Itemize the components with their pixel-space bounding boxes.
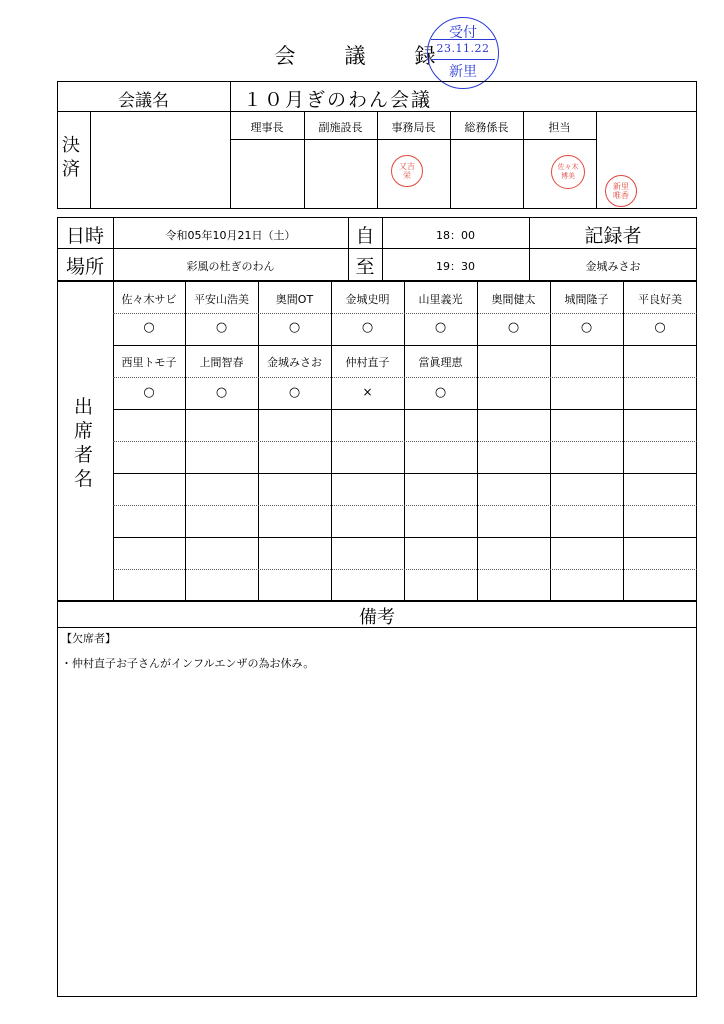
attendance-mark: ○ xyxy=(507,320,520,335)
to-time: 19：30 xyxy=(436,260,475,273)
remarks-label: 備考 xyxy=(359,607,395,628)
attendance-mark: ○ xyxy=(215,320,228,335)
dotted-divider xyxy=(113,441,697,442)
stamp-divider xyxy=(431,59,495,60)
from-label: 自 xyxy=(355,225,375,247)
attendee-name: 平安山浩美 xyxy=(194,293,249,306)
absent-header: 【欠席者】 xyxy=(61,632,116,645)
dotted-divider xyxy=(113,569,697,570)
stamp-name: 新里 xyxy=(449,64,477,80)
attendee-name: 佐々木サビ xyxy=(121,293,177,306)
dotted-divider xyxy=(113,313,697,314)
role-label: 事務局長 xyxy=(391,121,436,134)
attendee-name: 奥間OT xyxy=(275,293,314,306)
divider xyxy=(596,111,597,209)
to-label: 至 xyxy=(355,256,375,278)
approval-seal xyxy=(391,155,423,187)
attendance-mark: ○ xyxy=(361,320,374,335)
attendance-mark: ○ xyxy=(143,385,155,400)
attendance-mark: × xyxy=(362,385,373,399)
dotted-divider xyxy=(113,377,697,378)
datetime-label: 日時 xyxy=(65,225,104,247)
attendee-name: 奥間健太 xyxy=(491,293,536,306)
place-label: 場所 xyxy=(65,256,104,278)
attendees-label: 出席者名 xyxy=(74,396,94,490)
place-value: 彩風の杜ぎのわん xyxy=(186,260,275,273)
attendee-name: 山里義光 xyxy=(418,293,463,306)
role-label: 理事長 xyxy=(250,121,284,134)
divider xyxy=(230,81,231,111)
stamp-label: 受付 xyxy=(449,25,477,41)
attendee-name: 上間智春 xyxy=(199,356,244,369)
attendance-mark: ○ xyxy=(654,320,666,335)
from-time: 18：00 xyxy=(436,229,475,242)
approval-seal xyxy=(551,155,585,189)
recorder-label: 記録者 xyxy=(584,225,642,247)
attendance-mark: ○ xyxy=(434,385,447,400)
stamp-date: 23.11.22 xyxy=(436,42,490,55)
attendance-mark: ○ xyxy=(215,385,228,400)
seal-text: 新里唯香 xyxy=(613,182,629,200)
meeting-name-label: 会議名 xyxy=(118,91,169,111)
approval-label: 決済 xyxy=(62,135,80,180)
seal-text: 佐々木博美 xyxy=(557,163,579,180)
dotted-divider xyxy=(113,505,697,506)
attendee-name: 金城史明 xyxy=(345,293,390,306)
divider xyxy=(230,139,596,140)
meeting-name-value: １０月ぎのわん会議 xyxy=(243,89,433,111)
received-stamp xyxy=(427,17,499,89)
attendance-mark: ○ xyxy=(143,320,155,335)
attendee-name: 城間隆子 xyxy=(564,293,609,306)
attendance-mark: ○ xyxy=(288,385,301,400)
divider xyxy=(113,537,697,538)
attendee-name: 當眞理恵 xyxy=(418,356,463,369)
divider xyxy=(57,248,697,249)
divider xyxy=(90,111,91,209)
attendance-mark: ○ xyxy=(434,320,447,335)
attendance-mark: ○ xyxy=(580,320,593,335)
divider xyxy=(113,345,697,346)
role-label: 担当 xyxy=(548,121,571,134)
divider xyxy=(113,409,697,410)
attendance-mark: ○ xyxy=(288,320,301,335)
attendee-name: 金城みさお xyxy=(267,356,322,369)
divider xyxy=(113,473,697,474)
stamp-divider xyxy=(431,39,495,40)
seal-text: 又吉栄 xyxy=(399,162,415,180)
role-label: 副施設長 xyxy=(318,121,363,134)
page-title: 会 議 録 xyxy=(274,44,450,68)
datetime-value: 令和05年10月21日（土） xyxy=(165,229,296,242)
attendee-name: 西里トモ子 xyxy=(121,356,177,369)
approval-seal xyxy=(605,175,637,207)
attendee-name: 平良好美 xyxy=(638,293,682,306)
recorder-value: 金城みさお xyxy=(585,260,641,273)
attendee-name: 仲村直子 xyxy=(345,356,390,369)
remarks-note: ・仲村直子お子さんがインフルエンザの為お休み。 xyxy=(61,657,315,670)
role-label: 総務係長 xyxy=(464,121,509,134)
